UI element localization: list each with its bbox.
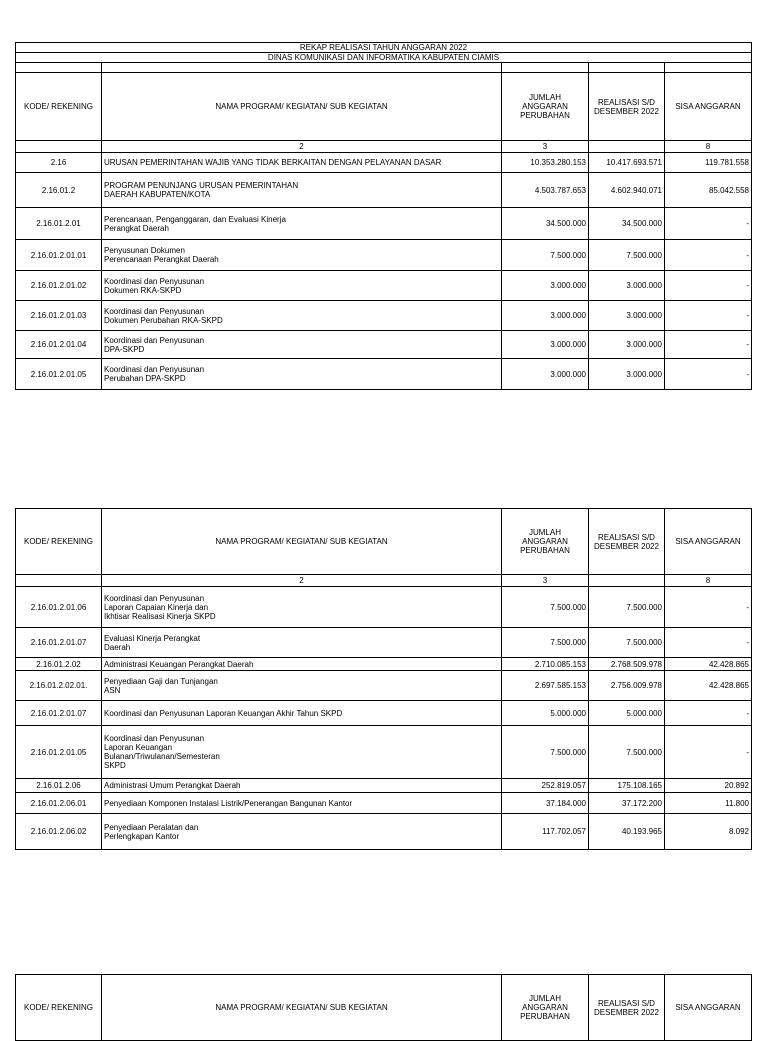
cell-realization: 7.500.000 xyxy=(589,726,665,779)
cell-budget: 37.184.000 xyxy=(502,793,589,814)
cell-budget: 7.500.000 xyxy=(502,628,589,658)
cell-realization: 7.500.000 xyxy=(589,240,665,271)
cell-name: Penyediaan Gaji dan Tunjangan ASN xyxy=(102,671,502,701)
col-header-code: KODE/ REKENING xyxy=(16,73,102,141)
cell-remaining: 119.781.558 xyxy=(665,153,752,173)
col-number-row xyxy=(16,141,752,153)
cell-code: 2.16.01.2.01.07 xyxy=(16,628,102,658)
cell-code: 2.16 xyxy=(16,153,102,173)
cell-name: Penyediaan Komponen Instalasi Listrik/Penerangan Bangunan Kantor xyxy=(102,793,502,814)
cell-code: 2.16.01.2.02.01. xyxy=(16,671,102,701)
col-header-remaining: SISA ANGGARAN xyxy=(665,975,752,1041)
cell-code: 2.16.01.2.01 xyxy=(16,208,102,240)
col-header-name: NAMA PROGRAM/ KEGIATAN/ SUB KEGIATAN xyxy=(102,509,502,575)
cell-code: 2.16.01.2.02 xyxy=(16,658,102,671)
col-header-remaining: SISA ANGGARAN xyxy=(665,73,752,141)
cell-remaining: - xyxy=(665,208,752,240)
cell-budget: 5.000.000 xyxy=(502,701,589,726)
cell-code: 2.16.01.2.01.03 xyxy=(16,301,102,331)
cell-budget: 4.503.787.653 xyxy=(502,173,589,208)
budget-table-1 xyxy=(15,42,752,390)
budget-table-2 xyxy=(15,508,752,850)
col-header-realization: REALISASI S/D DESEMBER 2022 xyxy=(589,509,665,575)
col-number-budget: 3 xyxy=(502,141,589,153)
col-header-code: KODE/ REKENING xyxy=(16,975,102,1041)
cell-realization: 7.500.000 xyxy=(589,587,665,628)
cell-realization: 37.172.200 xyxy=(589,793,665,814)
table-row xyxy=(16,359,752,390)
cell-realization: 4.602.940.071 xyxy=(589,173,665,208)
table-row xyxy=(16,793,752,814)
cell-budget: 34.500.000 xyxy=(502,208,589,240)
cell-realization: 2.756.009.978 xyxy=(589,671,665,701)
cell-remaining: - xyxy=(665,240,752,271)
cell-name: Koordinasi dan Penyusunan Laporan Keuangan Akhir Tahun SKPD xyxy=(102,701,502,726)
table-row xyxy=(16,173,752,208)
cell-budget: 3.000.000 xyxy=(502,331,589,359)
col-header-code: KODE/ REKENING xyxy=(16,509,102,575)
table-row xyxy=(16,726,752,779)
cell-realization: 175.108.165 xyxy=(589,779,665,793)
cell-remaining: 42.428.865 xyxy=(665,658,752,671)
header-row xyxy=(16,73,752,141)
cell-remaining: - xyxy=(665,331,752,359)
cell-budget: 7.500.000 xyxy=(502,726,589,779)
cell-remaining: 8.092 xyxy=(665,814,752,850)
cell-budget: 2.697.585.153 xyxy=(502,671,589,701)
col-number-remaining: 8 xyxy=(665,141,752,153)
cell-code: 2.16.01.2.01.01 xyxy=(16,240,102,271)
cell-code: 2.16.01.2.01.05 xyxy=(16,726,102,779)
cell-code: 2.16.01.2 xyxy=(16,173,102,208)
col-number-remaining: 8 xyxy=(665,575,752,587)
table-row xyxy=(16,271,752,301)
table-row xyxy=(16,658,752,671)
header-row xyxy=(16,509,752,575)
table-row xyxy=(16,587,752,628)
cell-code: 2.16.01.2.06 xyxy=(16,779,102,793)
table-row xyxy=(16,153,752,173)
table-row xyxy=(16,814,752,850)
cell-realization: 3.000.000 xyxy=(589,331,665,359)
cell-budget: 10.353.280.153 xyxy=(502,153,589,173)
cell-budget: 3.000.000 xyxy=(502,271,589,301)
col-number-row xyxy=(16,575,752,587)
cell-name: Koordinasi dan Penyusunan Laporan Keuangan Bulanan/Triwulanan/Semesteran SKPD xyxy=(102,726,502,779)
cell-name: PROGRAM PENUNJANG URUSAN PEMERINTAHAN DAERAH KABUPATEN/KOTA xyxy=(102,173,502,208)
report-title: REKAP REALISASI TAHUN ANGGARAN 2022 xyxy=(16,43,752,53)
col-header-realization: REALISASI S/D DESEMBER 2022 xyxy=(589,975,665,1041)
table-row xyxy=(16,301,752,331)
cell-name: Perencanaan, Penganggaran, dan Evaluasi Kinerja Perangkat Daerah xyxy=(102,208,502,240)
cell-remaining: - xyxy=(665,726,752,779)
table-row xyxy=(16,240,752,271)
cell-code: 2.16.01.2.06.02 xyxy=(16,814,102,850)
cell-remaining: - xyxy=(665,359,752,390)
col-number-name: 2 xyxy=(102,575,502,587)
cell-budget: 3.000.000 xyxy=(502,359,589,390)
cell-name: Koordinasi dan Penyusunan Dokumen RKA-SKPD xyxy=(102,271,502,301)
col-number-name: 2 xyxy=(102,141,502,153)
cell-name: Penyusunan Dokumen Perencanaan Perangkat Daerah xyxy=(102,240,502,271)
col-number-budget: 3 xyxy=(502,575,589,587)
cell-code: 2.16.01.2.01.02 xyxy=(16,271,102,301)
col-header-budget: JUMLAH ANGGARAN PERUBAHAN xyxy=(502,73,589,141)
table-row xyxy=(16,701,752,726)
report-subtitle: DINAS KOMUNIKASI DAN INFORMATIKA KABUPATEN CIAMIS xyxy=(16,53,752,63)
cell-realization: 34.500.000 xyxy=(589,208,665,240)
cell-realization: 40.193.965 xyxy=(589,814,665,850)
header-row xyxy=(16,975,752,1041)
spacer-row xyxy=(16,63,752,73)
cell-code: 2.16.01.2.01.05 xyxy=(16,359,102,390)
cell-budget: 252.819.057 xyxy=(502,779,589,793)
cell-name: Koordinasi dan Penyusunan Dokumen Perubahan RKA-SKPD xyxy=(102,301,502,331)
cell-budget: 2.710.085.153 xyxy=(502,658,589,671)
cell-name: Koordinasi dan Penyusunan Laporan Capaian Kinerja dan Ikhtisar Realisasi Kinerja SKPD xyxy=(102,587,502,628)
col-header-name: NAMA PROGRAM/ KEGIATAN/ SUB KEGIATAN xyxy=(102,73,502,141)
cell-remaining: 85.042.558 xyxy=(665,173,752,208)
cell-code: 2.16.01.2.01.07 xyxy=(16,701,102,726)
cell-remaining: - xyxy=(665,701,752,726)
cell-budget: 3.000.000 xyxy=(502,301,589,331)
col-header-budget: JUMLAH ANGGARAN PERUBAHAN xyxy=(502,509,589,575)
cell-remaining: - xyxy=(665,301,752,331)
cell-realization: 10.417.693.571 xyxy=(589,153,665,173)
cell-name: Evaluasi Kinerja Perangkat Daerah xyxy=(102,628,502,658)
budget-table-3 xyxy=(15,974,752,1041)
cell-realization: 3.000.000 xyxy=(589,271,665,301)
cell-name: Penyediaan Peralatan dan Perlengkapan Kantor xyxy=(102,814,502,850)
table-row xyxy=(16,671,752,701)
cell-realization: 3.000.000 xyxy=(589,359,665,390)
cell-name: Administrasi Umum Perangkat Daerah xyxy=(102,779,502,793)
col-header-remaining: SISA ANGGARAN xyxy=(665,509,752,575)
cell-remaining: 42.428.865 xyxy=(665,671,752,701)
cell-budget: 117.702.057 xyxy=(502,814,589,850)
cell-remaining: - xyxy=(665,271,752,301)
col-header-realization: REALISASI S/D DESEMBER 2022 xyxy=(589,73,665,141)
cell-remaining: - xyxy=(665,587,752,628)
cell-name: Administrasi Keuangan Perangkat Daerah xyxy=(102,658,502,671)
cell-name: Koordinasi dan Penyusunan DPA-SKPD xyxy=(102,331,502,359)
cell-realization: 7.500.000 xyxy=(589,628,665,658)
table-row xyxy=(16,331,752,359)
table-row xyxy=(16,779,752,793)
cell-remaining: 20.892 xyxy=(665,779,752,793)
col-header-budget: JUMLAH ANGGARAN PERUBAHAN xyxy=(502,975,589,1041)
cell-name: URUSAN PEMERINTAHAN WAJIB YANG TIDAK BERKAITAN DENGAN PELAYANAN DASAR xyxy=(102,153,502,173)
table-row xyxy=(16,208,752,240)
cell-code: 2.16.01.2.01.06 xyxy=(16,587,102,628)
cell-code: 2.16.01.2.01.04 xyxy=(16,331,102,359)
cell-remaining: 11.800 xyxy=(665,793,752,814)
cell-realization: 5.000.000 xyxy=(589,701,665,726)
col-header-name: NAMA PROGRAM/ KEGIATAN/ SUB KEGIATAN xyxy=(102,975,502,1041)
cell-realization: 2.768.509.978 xyxy=(589,658,665,671)
cell-budget: 7.500.000 xyxy=(502,240,589,271)
cell-budget: 7.500.000 xyxy=(502,587,589,628)
cell-code: 2.16.01.2.06.01 xyxy=(16,793,102,814)
cell-remaining: - xyxy=(665,628,752,658)
cell-name: Koordinasi dan Penyusunan Perubahan DPA-SKPD xyxy=(102,359,502,390)
cell-realization: 3.000.000 xyxy=(589,301,665,331)
table-row xyxy=(16,628,752,658)
